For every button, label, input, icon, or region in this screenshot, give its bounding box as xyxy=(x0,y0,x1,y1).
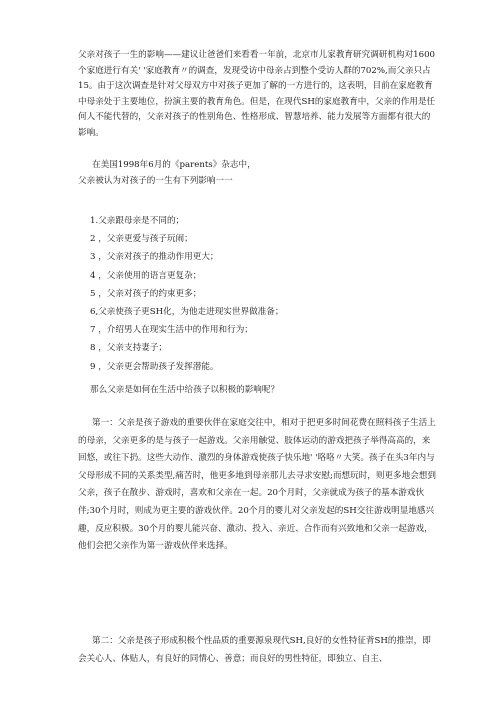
influence-list xyxy=(90,212,283,376)
list-item: 6,父亲使孩子更SH化，为他走进现实世界做准备； xyxy=(90,306,284,317)
list-item: 9 ，父亲更会帮助孩子发挥潜能。 xyxy=(90,361,219,372)
list-item: 5 ，父亲对孩子的约束更多； xyxy=(90,288,202,299)
magazine-line-1: 在美国1998年6月的《parents》杂志中， xyxy=(92,160,256,170)
list-item: 4 ，父亲使用的语言更复杂； xyxy=(90,270,202,281)
list-item: 2 ，父亲更爱与孩子玩闹； xyxy=(90,234,193,245)
question-line: 那么父亲是如何在生活中给孩子以积极的影响呢？ xyxy=(90,385,280,395)
section-two-paragraph: 第二：父亲是孩子形成积极个性品质的重要源泉现代SH,良好的女性特征背SH的推崇，即会关心人、体贴人，有良好的同情心、善意；而良好的男性特征，即独立、自主、 xyxy=(78,636,431,664)
list-item: 7 ，介绍男人在现实生活中的作用和行为； xyxy=(90,325,253,336)
list-item: 3 ，父亲对孩子的推动作用更大； xyxy=(90,252,219,263)
magazine-reference xyxy=(78,158,436,189)
magazine-line-2: 父亲被认为对孩子的一生有下列影响一一 xyxy=(78,175,233,186)
intro-paragraph: 父亲对孩子一生的影响——建议让爸爸们来看看一年前，北京市儿家教育研究调研机构对1600个家庭进行有关' '家庭教育〃的调查，发现受访中母亲占到整个受访人群的702%,而父亲只占15。由于这次调查是针对父母双方中对孩子更加了解的一方进行的，这表明，目前在家庭教育中母亲处于主要地位，扮演主要的教育角色。但是，在现代SH的家庭教育中，父亲的作用是任何人不能代替的，父亲对孩子的性别角色、性格形成、智慧培养、能力发展等方面都有很大的影响。 xyxy=(78,50,436,138)
section-one-paragraph: 第一：父亲是孩子游戏的重要伙伴在家庭交往中，相对于把更多时间花费在照料孩子生活上的母亲，父亲更多的是与孩子一起游戏。父亲用触觉、肢体运动的游戏把孩子举得高高的，来回悠，或往下扔。这些大动作、激烈的身体游戏使孩子快乐地' '咯咯〃大笑。孩子在头3年内与父母形成不同的关系类型,痛苦时，他更多地到母亲那儿去寻求安慰;而想玩时，则更多地会想到父亲，孩子在散步、游戏时，喜欢和父亲在一起。20个月时，父亲就成为孩子的基本游戏伙伴;30个月时，则成为更主要的游戏伙伴。20个月的婴儿对父亲发起的SH交往游戏明显地感兴趣，反应积极。30个月的婴儿能兴奋、激动、投入、亲近、合作而有兴致地和父亲一起游戏，他们会把父亲作为第一游戏伙伴来选择。 xyxy=(78,418,436,552)
list-item: 1.父亲跟母亲是不同的； xyxy=(90,216,185,226)
list-item: 8 ，父亲支持妻子； xyxy=(90,343,167,354)
